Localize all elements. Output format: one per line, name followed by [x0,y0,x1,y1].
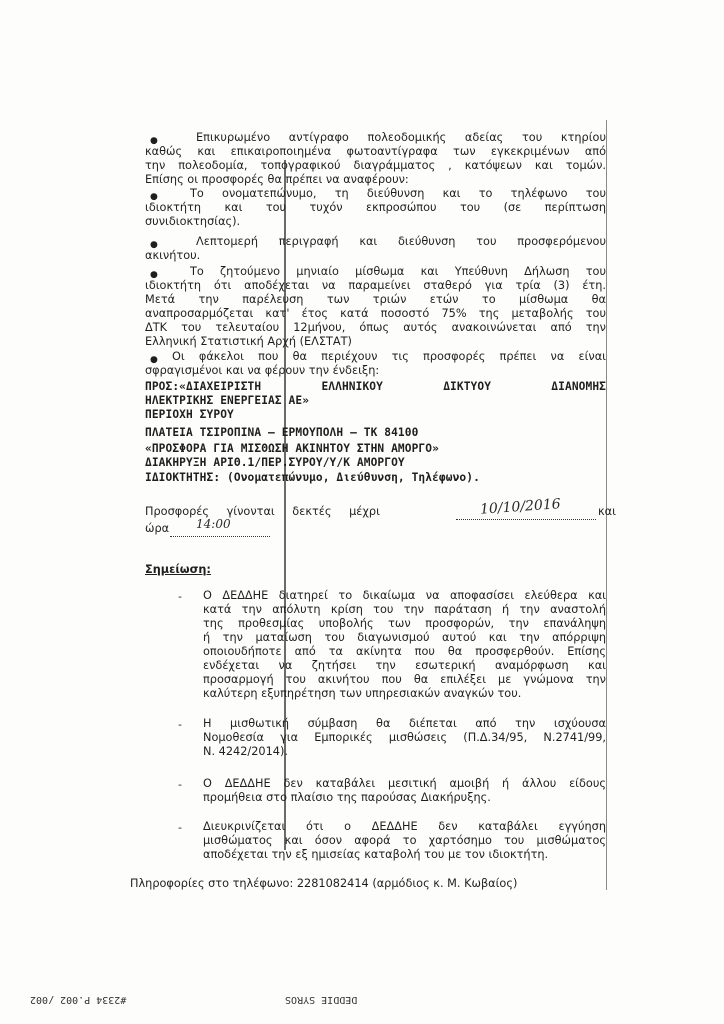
p5-line-4: αναπροσαρμόζεται κατ' έτος κατά ποσοστό 75% της μεταβολής του [145,307,606,320]
note1-line-2: κατά την απόλυτη κρίση του την παράταση ή την αναστολή [203,603,606,616]
note4-line-2: μισθώματος και όσον αφορά το χαρτόσημο του μισθώματος [203,834,606,847]
address-line-2: ΗΛΕΚΤΡΙΚΗΣ ΕΝΕΡΓΕΙΑΣ ΑΕ» [145,394,310,407]
p5-line-1: Το ζητούμενο μηνιαίο μίσθωμα και Υπεύθυνη Δήλωση του [190,265,606,278]
address-line-1: ΠΡΟΣ:«ΔΙΑΧΕΙΡΙΣΤΗ ΕΛΛΗΝΙΚΟΥ ΔΙΚΤΥΟΥ ΔΙΑΝΟΜΗΣ [145,380,606,393]
note4-line-3: αποδέχεται την εξ ημισείας καταβολή του με τον ιδιοκτήτη. [203,848,549,861]
dash-1: - [178,590,182,603]
address-line-3: ΠΕΡΙΟΧΗ ΣΥΡΟΥ [145,408,234,421]
time-prefix: ώρα [145,522,170,535]
bullet-3: ● [150,240,158,250]
p3-line-2: ιδιοκτήτη και του τυχόν εκπροσώπου του (σε περίπτωση [145,201,606,214]
bullet-4: ● [150,270,158,280]
deadline-prefix: Προσφορές γίνονται δεκτές μέχρι [145,505,380,518]
footer-sender: DEDDIE SYROS [285,994,358,1005]
p3-line-1: Το ονοματεπώνυμο, τη διεύθυνση και το τηλέφωνο του [190,187,606,200]
address-line-6: ΔΙΑΚΗΡΥΞΗ ΑΡΙΘ.1/ΠΕΡ.ΣΥΡΟΥ/Υ/Κ ΑΜΟΡΓΟΥ [145,456,405,469]
p6-line-1: Οι φάκελοι που θα περιέχουν τις προσφορές πρέπει να είναι [172,350,606,363]
p6-line-2: σφραγισμένοι και να φέρουν την ένδειξη: [145,364,380,377]
bullet-2: ● [150,192,158,202]
p5-line-6: Ελληνική Στατιστική Αρχή (ΕΛΣΤΑΤ) [145,335,352,348]
note2-line-3: Ν. 4242/2014). [203,745,288,758]
p1-line-1: Επικυρωμένο αντίγραφο πολεοδομικής αδείας του κτηρίου [196,131,606,144]
note1-line-3: της προθεσμίας υποβολής των προσφορών, την επανάληψη [203,617,606,630]
deadline-date: 10/10/2016 [479,496,562,518]
p3-line-3: συνιδιοκτησίας). [145,215,241,228]
p1-line-2: καθώς και επικαιροποιημένα φωτοαντίγραφα των εγκεκριμένων από [145,145,606,158]
dash-3: - [178,778,182,791]
bullet-1: ● [150,136,158,146]
footer-fax-pages: #2334 P.002 /002 [30,994,127,1005]
deadline-suffix: και [598,505,616,518]
address-line-4: ΠΛΑΤΕΙΑ ΤΣΙΡΟΠΙΝΑ – ΕΡΜΟΥΠΟΛΗ – ΤΚ 84100 [145,426,419,439]
dash-4: - [178,821,182,834]
address-line-5: «ΠΡΟΣΦΟΡΑ ΓΙΑ ΜΙΣΘΩΣΗ ΑΚΙΝΗΤΟΥ ΣΤΗΝ ΑΜΟΡΓΟ» [145,442,439,455]
note1-line-7: προσαρμογή του ακινήτου που θα επιλέξει με γνώμονα την [203,673,606,686]
bullet-5: ● [150,355,158,365]
note1-line-1: Ο ΔΕΔΔΗΕ διατηρεί το δικαίωμα να αποφασίσει ελεύθερα και [203,589,606,602]
p1-line-3: την πολεοδομία, τοπογραφικού διαγράμματος , κατόψεων και τομών. [145,159,606,172]
address-line-7: ΙΔΙΟΚΤΗΤΗΣ: (Ονοματεπώνυμο, Διεύθυνση, Τηλέφωνο). [145,471,480,484]
deadline-time: 14:00 [196,517,231,531]
note3-line-1: Ο ΔΕΔΔΗΕ δεν καταβάλει μεσιτική αμοιβή ή άλλου είδους [203,777,606,790]
note1-line-6: ενδέχεται να ζητήσει την εσωτερική αναμόρφωση και [203,659,606,672]
p5-line-2: ιδιοκτήτη ότι αποδέχεται να παραμείνει σταθερό για τρία (3) έτη. [145,279,606,292]
p4-line-1: Λεπτομερή περιγραφή και διεύθυνση του προσφερόμενου [196,235,606,248]
note3-line-2: προμήθεια στο πλαίσιο της παρούσας Διακήρυξης. [203,791,491,804]
note2-line-1: Η μισθωτική σύμβαση θα διέπεται από την ισχύουσα [203,717,606,730]
note2-line-2: Νομοθεσία για Εμπορικές μισθώσεις (Π.Δ.34/95, Ν.2741/99, [203,731,606,744]
info-line: Πληροφορίες στο τηλέφωνο: 2281082414 (αρμόδιος κ. Μ. Κωβαίος) [130,877,518,890]
p5-line-3: Μετά την παρέλευση των τριών ετών το μίσθωμα θα [145,293,606,306]
note1-line-8: καλύτερη εξυπηρέτηση των υπηρεσιακών αναγκών του. [203,687,522,700]
note1-line-5: οποιουδήποτε από τα ακίνητα που θα προσφερθούν. Επίσης [203,645,606,658]
p4-line-2: ακινήτου. [145,249,201,262]
note1-line-4: ή την ματαίωση του διαγωνισμού αυτού και την απόρριψη [203,631,606,644]
p2-line: Επίσης οι προσφορές θα πρέπει να αναφέρουν: [145,173,409,186]
dash-2: - [178,718,182,731]
note-title: Σημείωση: [145,563,211,576]
note4-line-1: Διευκρινίζεται ότι ο ΔΕΔΔΗΕ δεν καταβάλει εγγύηση [203,820,606,833]
p5-line-5: ΔΤΚ του τελευταίου 12μήνου, όπως αυτός ανακοινώνεται από την [145,321,606,334]
